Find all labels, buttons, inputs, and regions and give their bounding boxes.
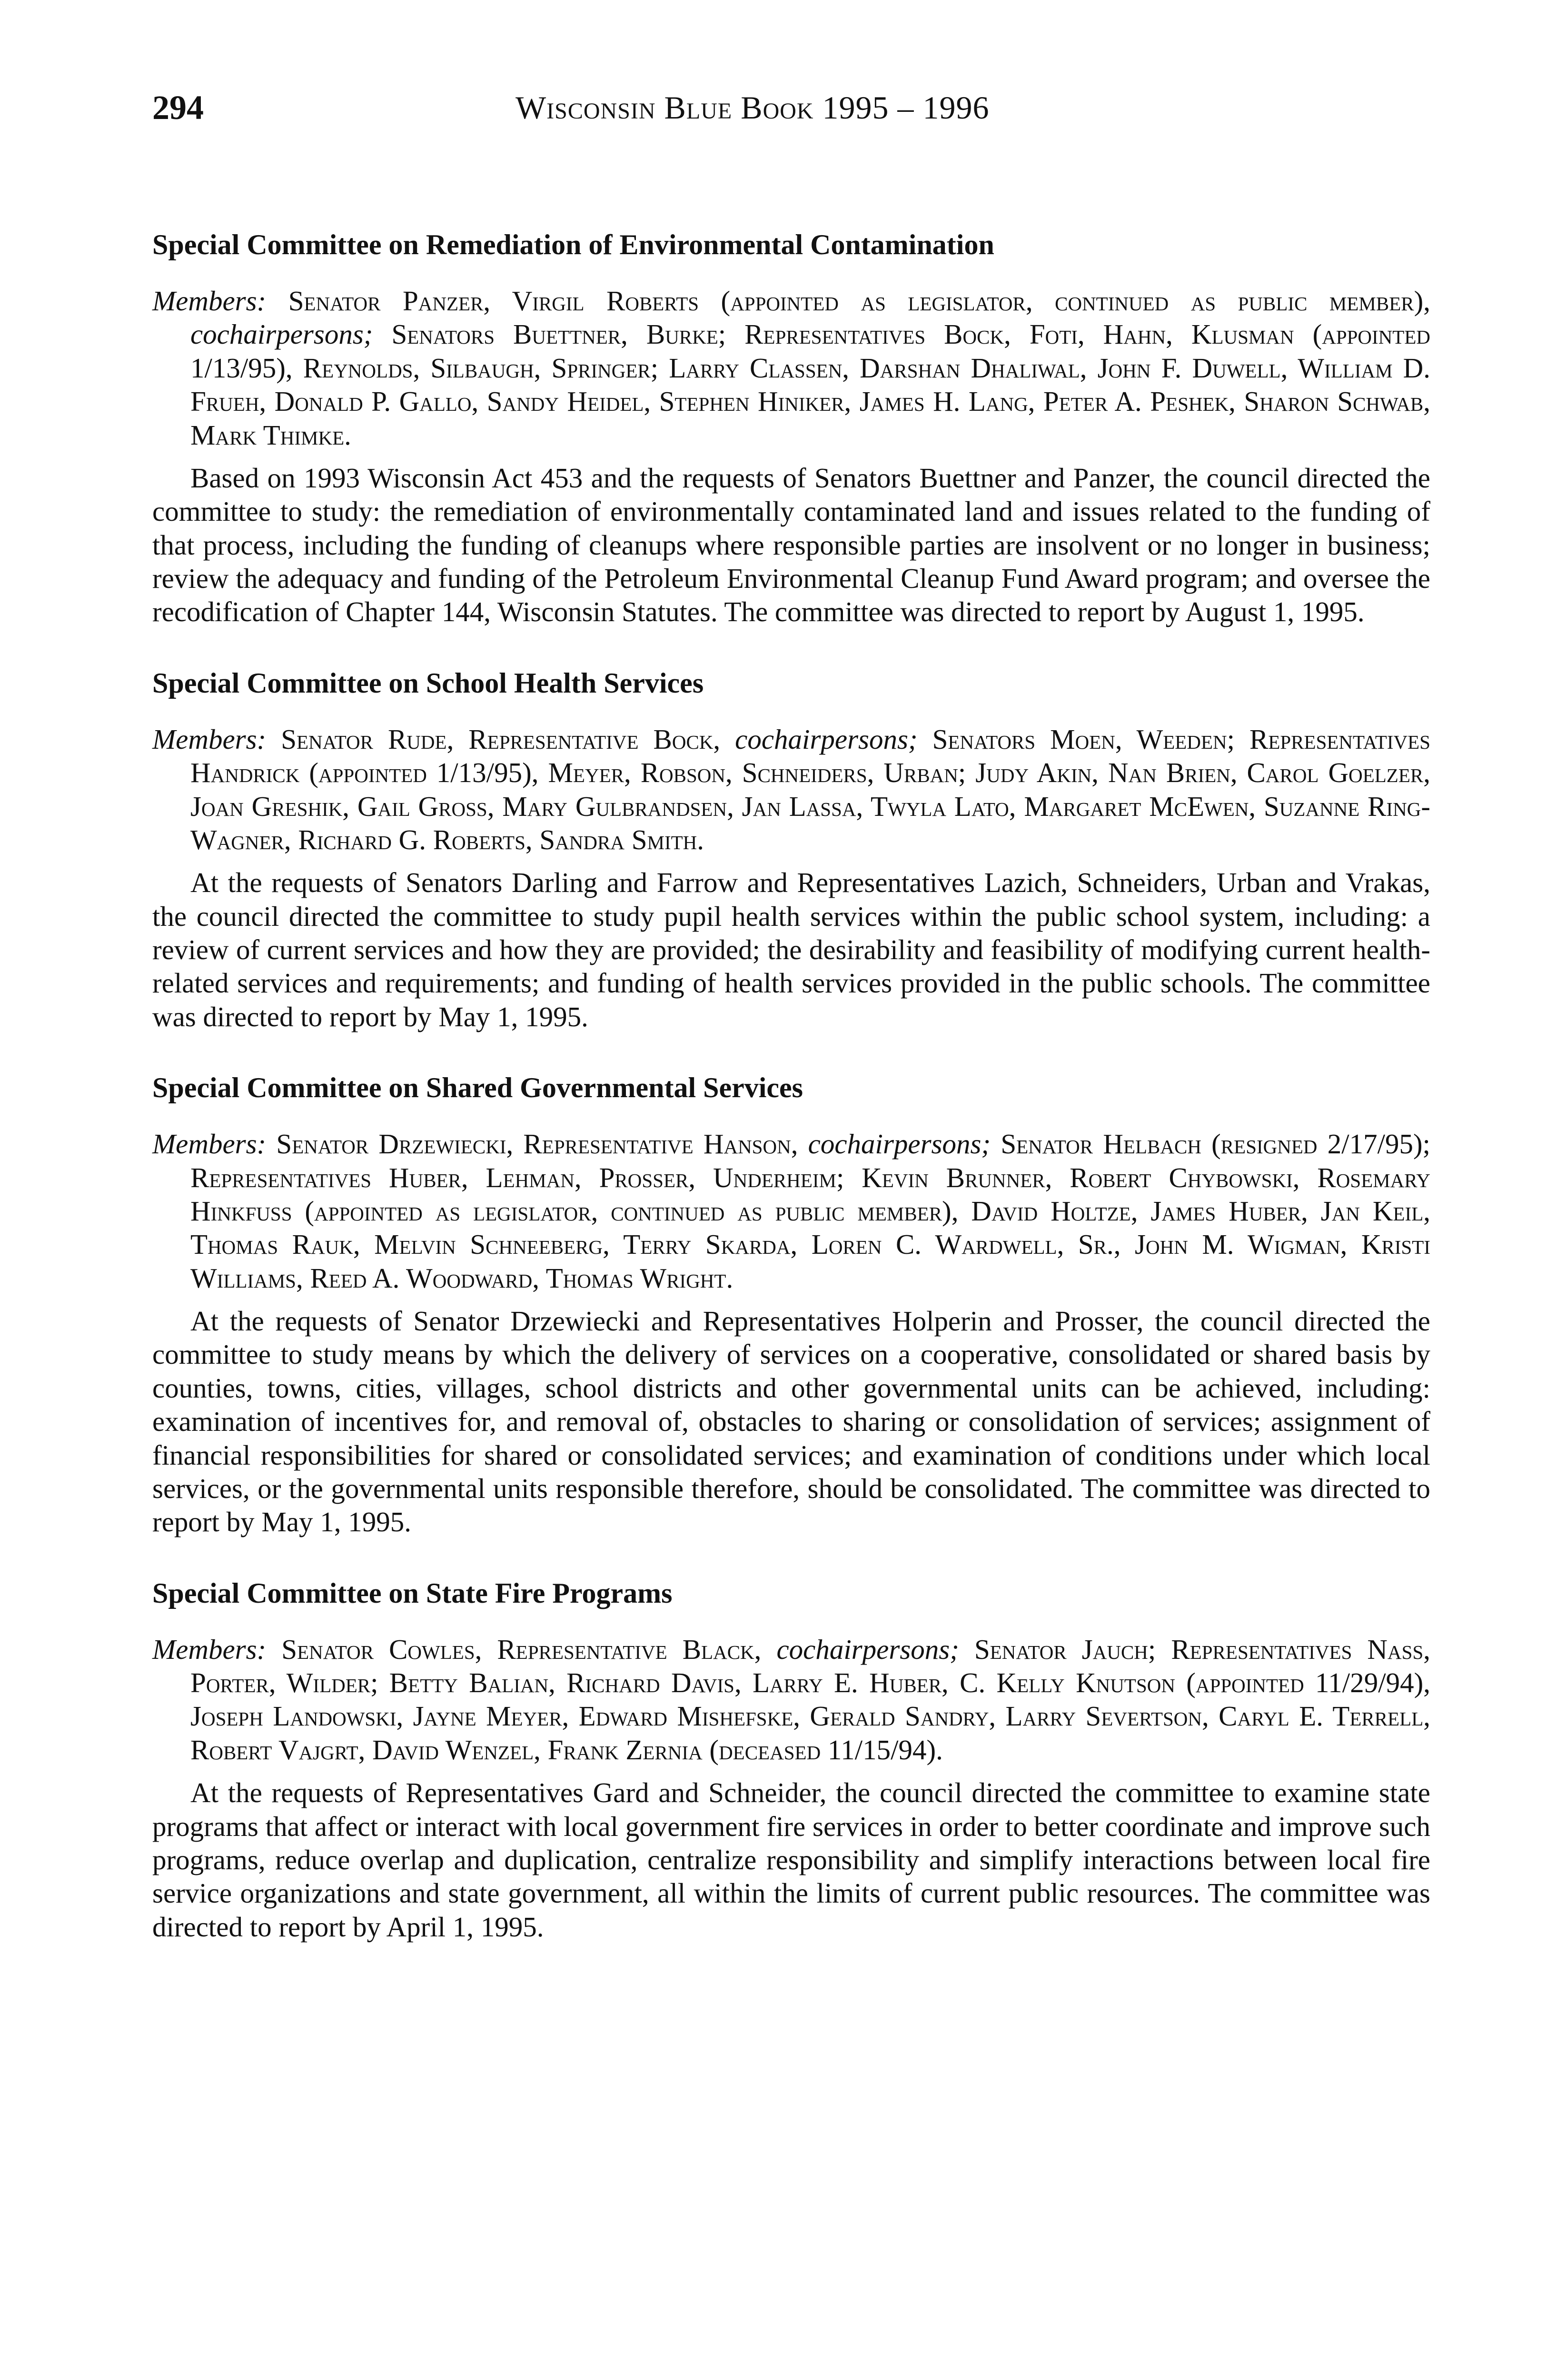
cochairpersons-label: cochairpersons; xyxy=(808,1128,991,1160)
members-list-rest: Senator Jauch; Representatives Nass, Porter, Wilder; Betty Balian, Richard Davis, Larry E. Huber, C. Kelly Knutson (appointed 11/29/94), Joseph Landowski, Jayne Meyer, Edward Mishefske, Gerald Sandry, Larry Severtson, Caryl E. Terrell, Robert Vajgrt, David Wenzel, Frank Zernia (deceased 11/15/94). xyxy=(190,1633,1430,1765)
running-head xyxy=(152,90,1430,138)
book-title: Wisconsin Blue Book 1995 – 1996 xyxy=(515,89,990,126)
page-number: 294 xyxy=(152,89,204,127)
members-list-cochairs: Senator Rude, Representative Bock, xyxy=(281,723,721,755)
committee-title: Special Committee on State Fire Programs xyxy=(152,1577,673,1609)
members-list-rest: Senators Moen, Weeden; Representatives Handrick (appointed 1/13/95), Meyer, Robson, Schneiders, Urban; Judy Akin, Nan Brien, Carol Goelzer, Joan Greshik, Gail Gross, Mary Gulbrandsen, Jan Lassa, Twyla Lato, Margaret McEwen, Suzanne Ring-Wagner, Richard G. Roberts, Sandra Smith. xyxy=(190,723,1431,855)
members-list-rest: Senators Buettner, Burke; Representatives Bock, Foti, Hahn, Klusman (appointed 1/13/95), Reynolds, Silbaugh, Springer; Larry Classen, Darshan Dhaliwal, John F. Duwell, William D. Frueh, Donald P. Gallo, Sandy Heidel, Stephen Hiniker, James H. Lang, Peter A. Peshek, Sharon Schwab, Mark Thimke. xyxy=(190,318,1431,451)
committee-description: At the requests of Senator Drzewiecki and Representatives Holperin and Prosser, the council directed the committee to study means by which the delivery of services on a cooperative, consolidated or shared basis by counties, towns, cities, villages, school districts and other governmental units can be achieved, including: examination of incentives for, and removal of, obstacles to sharing or consolidation of services; assignment of financial responsibilities for shared or consolidated services; and examination of conditions under which local services, or the governmental units responsible therefore, should be consolidated. The committee was directed to report by May 1, 1995. xyxy=(152,1305,1430,1538)
members-label: Members: xyxy=(152,723,267,755)
committee-description: At the requests of Senators Darling and Farrow and Representatives Lazich, Schneiders, Urban and Vrakas, the council directed the committee to study pupil health services within the public school system, including: a review of current services and how they are provided; the desirability and feasibility of modifying current health-related services and requirements; and funding of health services provided in the public schools. The committee was directed to report by May 1, 1995. xyxy=(152,867,1430,1032)
committee-state-fire-programs xyxy=(152,1577,1430,1944)
committee-description: At the requests of Representatives Gard and Schneider, the council directed the committee to examine state programs that affect or interact with local government fire services in order to better coordinate and improve such programs, reduce overlap and duplication, centralize responsibility and simplify interactions between local fire service organizations and state government, all within the limits of current public resources. The committee was directed to report by April 1, 1995. xyxy=(152,1777,1430,1943)
members-list-cochairs: Senator Panzer, Virgil Roberts (appointed as legislator, continued as public member), xyxy=(288,285,1430,317)
committee-members xyxy=(152,723,1430,857)
committee-description: Based on 1993 Wisconsin Act 453 and the requests of Senators Buettner and Panzer, the council directed the committee to study: the remediation of environmentally contaminated land and issues related to the funding of that process, including the funding of cleanups where responsible parties are insolvent or no longer in business; review the adequacy and funding of the Petroleum Environmental Cleanup Fund Award program; and oversee the recodification of Chapter 144, Wisconsin Statutes. The committee was directed to report by August 1, 1995. xyxy=(152,462,1430,628)
cochairpersons-label: cochairpersons; xyxy=(735,723,918,755)
members-label: Members: xyxy=(152,285,267,317)
members-list-cochairs: Senator Cowles, Representative Black, xyxy=(281,1633,762,1665)
members-label: Members: xyxy=(152,1633,267,1665)
page-content xyxy=(152,228,1430,1944)
committee-title: Special Committee on Remediation of Environmental Contamination xyxy=(152,229,994,260)
cochairpersons-label: cochairpersons; xyxy=(190,318,373,350)
cochairpersons-label: cochairpersons; xyxy=(776,1633,959,1665)
committee-members xyxy=(152,1633,1430,1767)
members-list-cochairs: Senator Drzewiecki, Representative Hanson, xyxy=(276,1128,798,1160)
committee-members xyxy=(152,1127,1430,1295)
members-list-rest: Senator Helbach (resigned 2/17/95); Representatives Huber, Lehman, Prosser, Underheim; Kevin Brunner, Robert Chybowski, Rosemary Hinkfuss (appointed as legislator, continued as public member), David Holtze, James Huber, Jan Keil, Thomas Rauk, Melvin Schneeberg, Terry Skarda, Loren C. Wardwell, Sr., John M. Wigman, Kristi Williams, Reed A. Woodward, Thomas Wright. xyxy=(190,1128,1431,1294)
committee-title: Special Committee on School Health Services xyxy=(152,667,704,699)
committee-school-health-services xyxy=(152,667,1430,1033)
committee-shared-governmental-services xyxy=(152,1071,1430,1539)
committee-title: Special Committee on Shared Governmental Services xyxy=(152,1072,803,1104)
committee-members xyxy=(152,284,1430,452)
committee-remediation-environmental-contamination xyxy=(152,228,1430,629)
page xyxy=(152,90,1430,1982)
members-label: Members: xyxy=(152,1128,267,1160)
